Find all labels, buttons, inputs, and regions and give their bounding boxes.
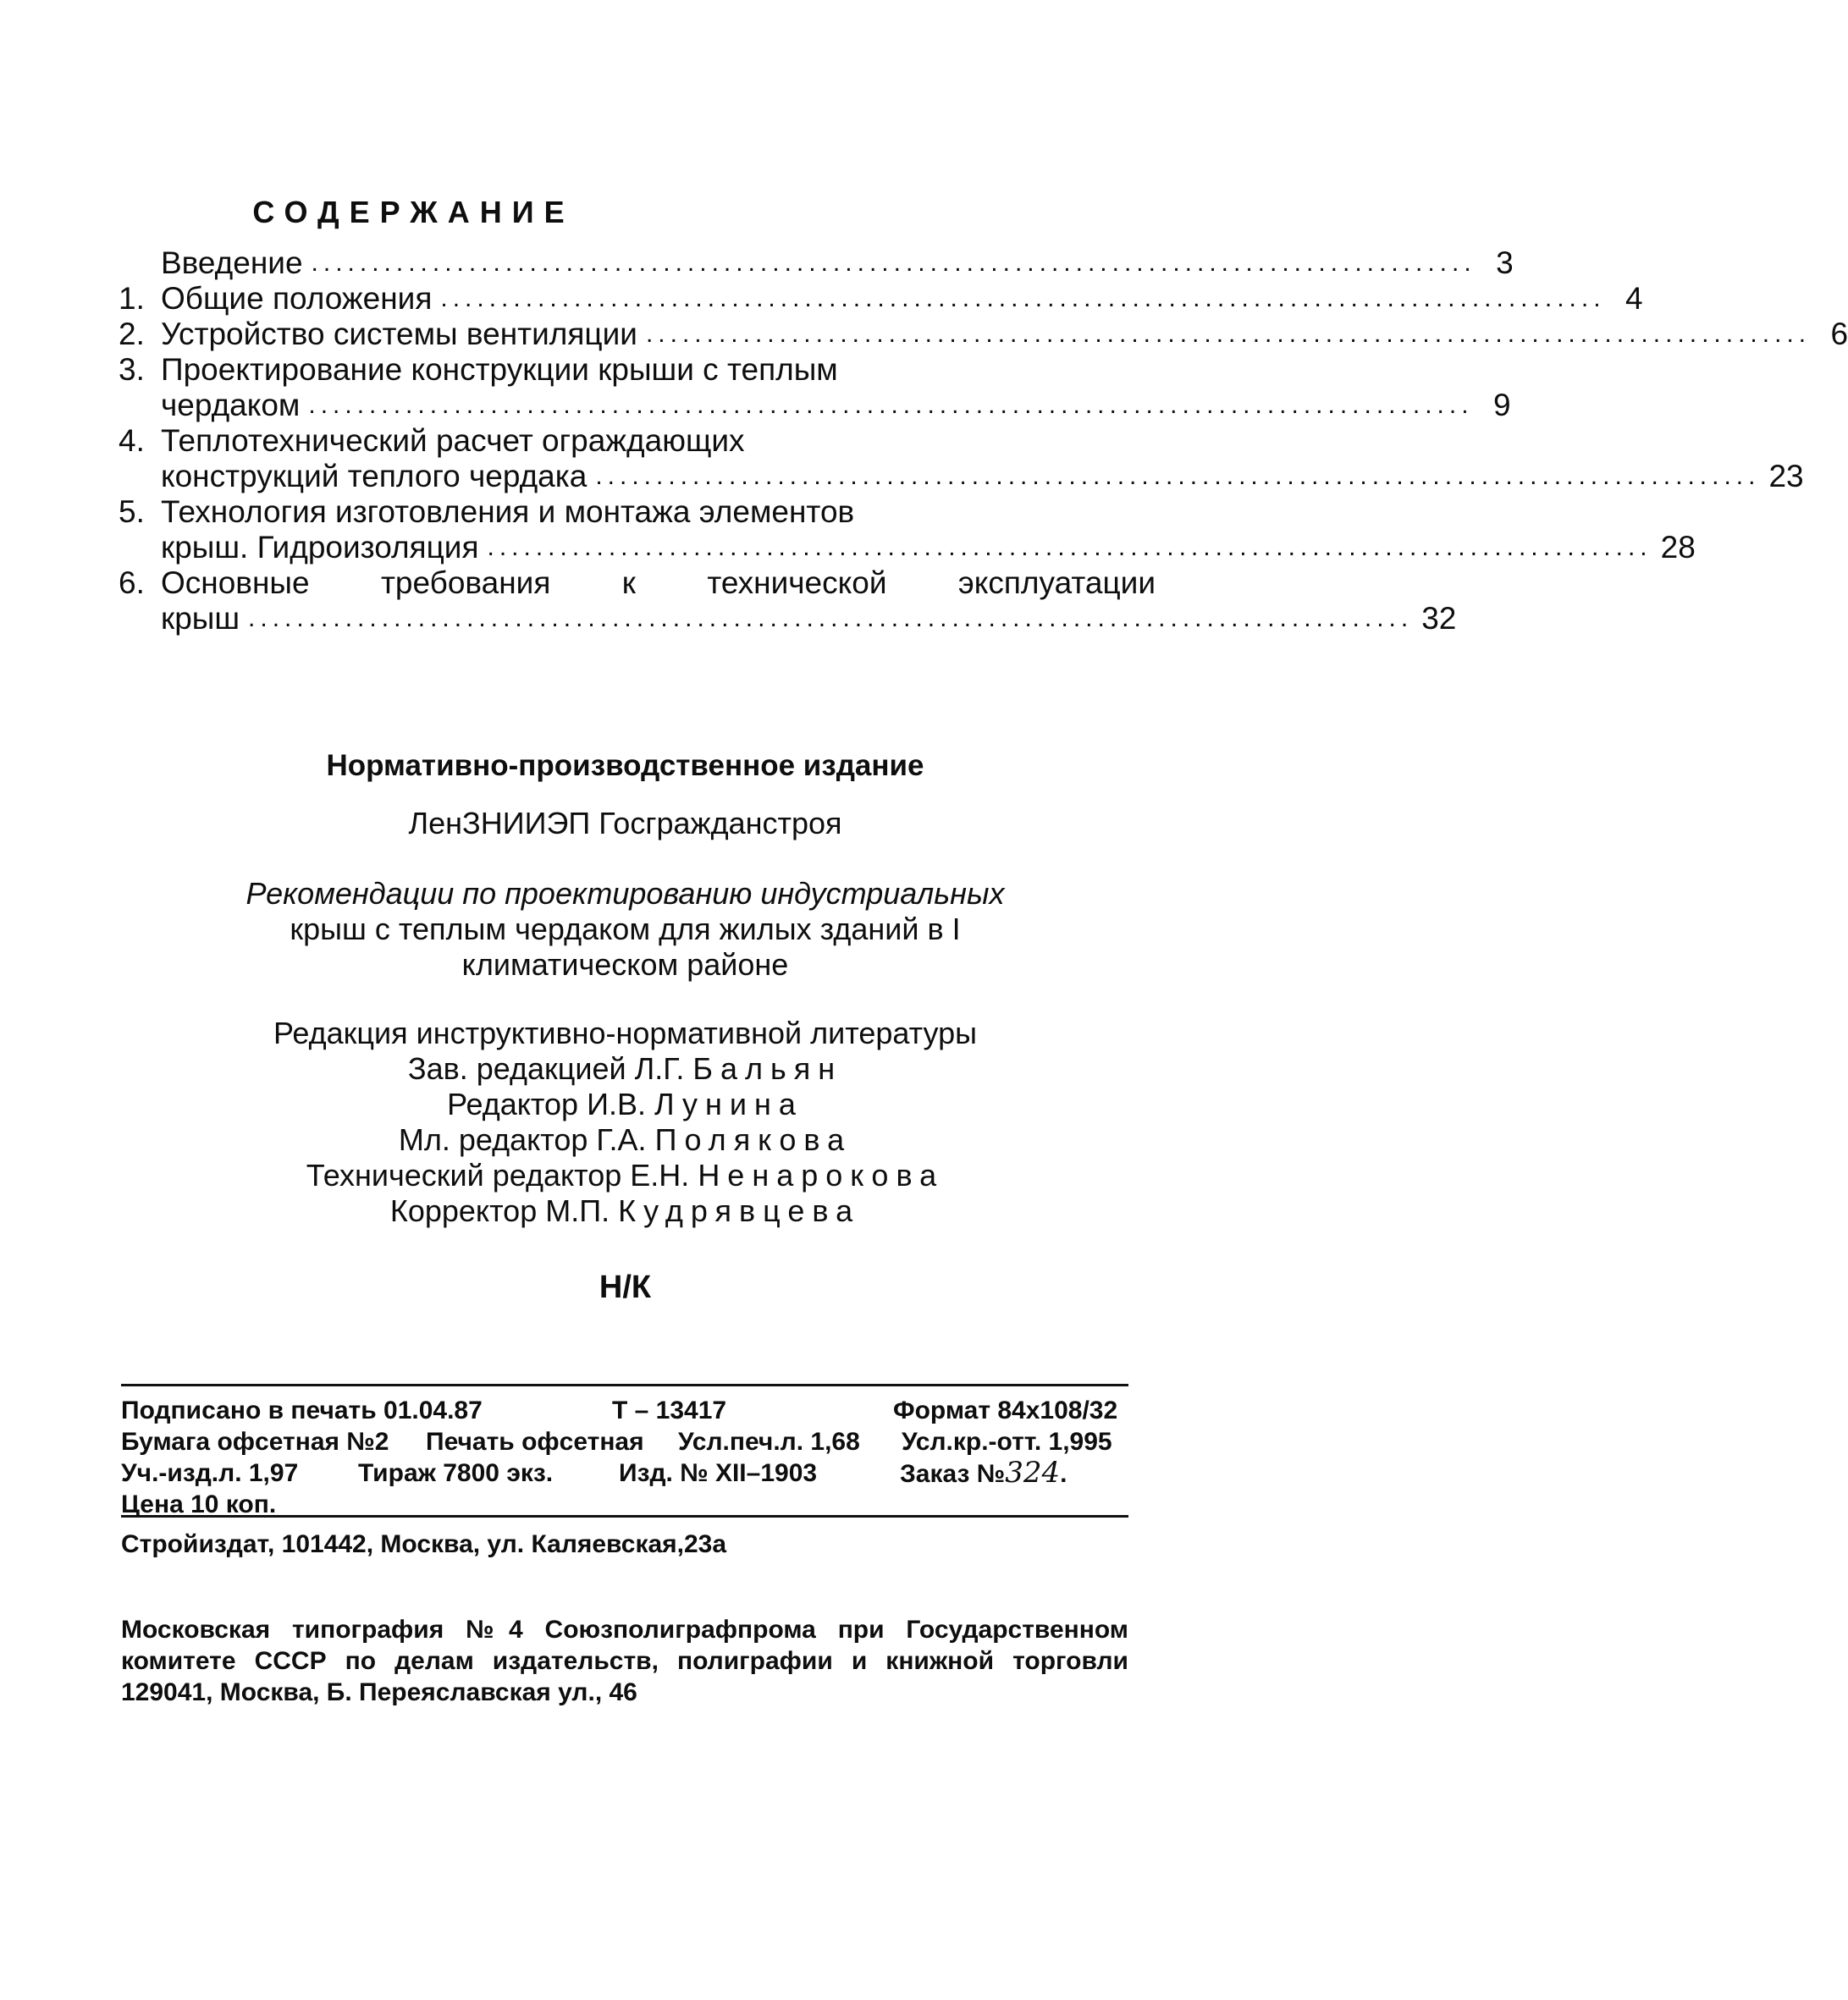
printer-line: 129041, Москва, Б. Переяславская ул., 46	[121, 1678, 637, 1706]
toc-entry-page: 6	[1830, 317, 1848, 351]
toc-entry-technology[interactable]	[119, 494, 1696, 565]
imprint-signed: Подписано в печать 01.04.87	[121, 1397, 483, 1424]
toc-entry-number: 6.	[119, 565, 145, 600]
toc-entry-page: 9	[1492, 388, 1511, 422]
imprint-order-label: Заказ №	[900, 1460, 1006, 1488]
imprint-print-sheets: Усл.печ.л. 1,68	[678, 1428, 860, 1456]
toc-leader-dots: ................................................................................................	[487, 533, 1652, 561]
staff-line-corrector	[0, 1193, 1250, 1229]
publication-type: Нормативно-производственное издание	[326, 749, 924, 782]
imprint-order: Заказ №324.	[900, 1456, 1067, 1490]
staff-name: Бальян	[692, 1051, 843, 1086]
toc-entry-number: 3.	[119, 352, 145, 387]
imprint-color-prints: Усл.кр.-отт. 1,995	[902, 1428, 1112, 1456]
imprint-block	[121, 1395, 1137, 1520]
staff-role: Зав. редакцией Л.Г.	[407, 1051, 685, 1086]
imprint-format: Формат 84х108/32	[893, 1397, 1118, 1424]
toc-entry-number: 1.	[119, 281, 145, 316]
toc-entry-general[interactable]	[119, 281, 1643, 317]
staff-line-tech-editor	[0, 1158, 1250, 1193]
toc-leader-dots: ................................................................................................	[248, 604, 1414, 632]
toc-entry-roof-design[interactable]	[119, 352, 1511, 423]
staff-line-head	[0, 1051, 1250, 1087]
toc-entry-title: Устройство системы вентиляции	[161, 317, 637, 351]
imprint-pub-no: Изд. № XII–1903	[619, 1459, 818, 1487]
book-title-line: климатическом районе	[461, 947, 789, 982]
staff-name: Лунина	[654, 1087, 803, 1121]
toc-entry-page: 32	[1421, 601, 1457, 636]
book-title-line: Рекомендации по проектированию индустриальных	[245, 876, 1005, 911]
organization: ЛенЗНИИЭП Госгражданстроя	[408, 806, 842, 840]
staff-role: Мл. редактор Г.А.	[398, 1122, 647, 1157]
toc-entry-title-line: Основные требования к технической эксплуатации	[161, 565, 1156, 600]
toc-leader-dots: ................................................................................................	[645, 320, 1812, 348]
imprint-code: Т – 13417	[612, 1397, 727, 1424]
table-of-contents	[119, 245, 1848, 636]
divider-line	[121, 1515, 1128, 1518]
editorial-staff	[0, 1016, 1250, 1229]
staff-name: Полякова	[654, 1122, 852, 1157]
imprint-paper: Бумага офсетная №2	[121, 1428, 389, 1456]
toc-entry-title: чердаком	[161, 388, 301, 422]
printer-line: комитете СССР по делам издательств, полиграфии и книжной торговли	[121, 1647, 1128, 1675]
toc-entry-maintenance[interactable]	[119, 565, 1457, 636]
printer-info	[121, 1614, 1128, 1708]
publisher-address: Стройиздат, 101442, Москва, ул. Каляевская,23а	[121, 1530, 727, 1558]
toc-entry-title: крыш	[161, 601, 240, 636]
toc-entry-number: 5.	[119, 494, 145, 529]
toc-leader-dots: ................................................................................................	[311, 249, 1476, 277]
imprint-order-number: 324	[1005, 1456, 1061, 1490]
toc-entry-title: крыш. Гидроизоляция	[161, 530, 479, 565]
staff-name: Ненарокова	[698, 1158, 945, 1193]
staff-line-junior-editor	[0, 1122, 1250, 1158]
toc-entry-page: 23	[1768, 459, 1804, 493]
toc-entry-title: конструкций теплого чердака	[161, 459, 587, 493]
toc-entry-introduction[interactable]	[119, 245, 1514, 281]
toc-entry-title-line: Теплотехнический расчет ограждающих	[161, 423, 745, 458]
book-title	[0, 876, 1250, 983]
toc-entry-page: 28	[1660, 530, 1696, 565]
toc-entry-title: Введение	[161, 245, 303, 280]
toc-title: СОДЕРЖАНИЕ	[252, 195, 575, 229]
divider-line	[121, 1384, 1128, 1386]
toc-entry-thermal[interactable]	[119, 423, 1804, 494]
toc-entry-title: Общие положения	[161, 281, 433, 316]
toc-entry-number: 4.	[119, 423, 145, 458]
imprint-printing: Печать офсетная	[426, 1428, 644, 1456]
toc-entry-page: 3	[1496, 245, 1514, 280]
toc-entry-page: 4	[1625, 281, 1643, 316]
staff-role: Технический редактор Е.Н.	[306, 1158, 690, 1193]
staff-role: Редактор И.В.	[447, 1087, 646, 1121]
imprint-price: Цена 10 коп.	[121, 1490, 277, 1518]
printer-line: Московская типография №4 Союзполиграфпрома при Государственном	[121, 1616, 1128, 1644]
toc-leader-dots: ................................................................................................	[595, 462, 1761, 490]
toc-leader-dots: ................................................................................................	[440, 284, 1606, 312]
editorial-department: Редакция инструктивно-нормативной литературы	[273, 1016, 978, 1050]
toc-entry-title-line: Технология изготовления и монтажа элементов	[161, 494, 855, 529]
toc-leader-dots: ................................................................................................	[308, 391, 1474, 419]
book-title-line: крыш с теплым чердаком для жилых зданий в I	[290, 912, 961, 946]
staff-line-editor	[0, 1087, 1250, 1122]
toc-entry-ventilation[interactable]	[119, 317, 1848, 352]
toc-entry-title-line: Проектирование конструкции крыши с теплым	[161, 352, 838, 387]
staff-name: Кудрявцева	[618, 1193, 861, 1228]
imprint-pub-sheets: Уч.-изд.л. 1,97	[121, 1459, 299, 1487]
mark-nk: Н/К	[599, 1270, 652, 1305]
toc-entry-number: 2.	[119, 317, 145, 351]
imprint-circulation: Тираж 7800 экз.	[358, 1459, 554, 1487]
staff-role: Корректор М.П.	[389, 1193, 610, 1228]
